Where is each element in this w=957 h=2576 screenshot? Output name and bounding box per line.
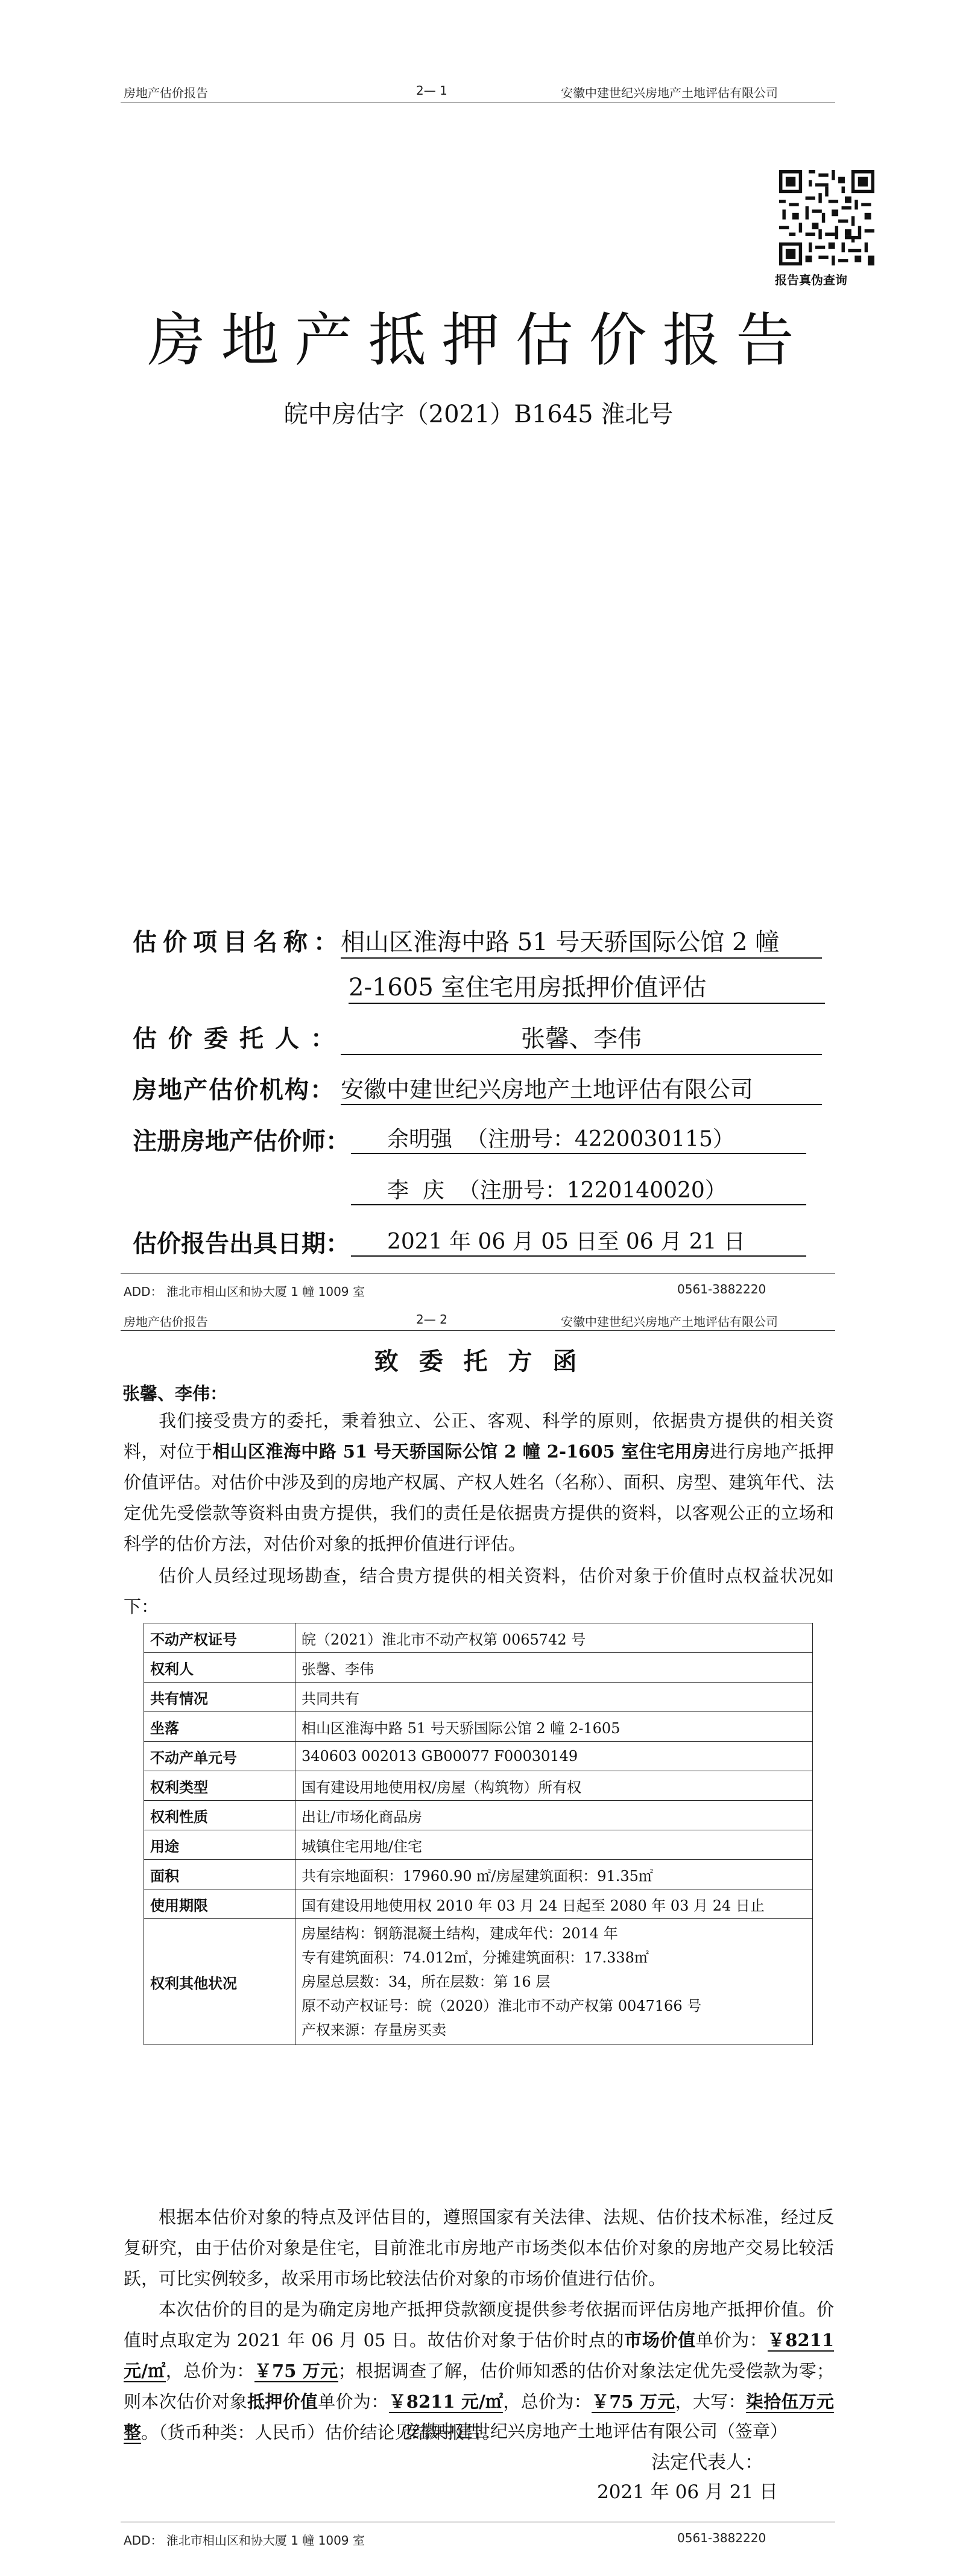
table-value-line: 国有建设用地使用权 2010 年 03 月 24 日起至 2080 年 03 月 24 日止 (302, 1897, 765, 1914)
paragraph-2: 估价人员经过现场勘查，结合贵方提供的相关资料，估价对象于价值时点权益状况如下： (124, 1566, 834, 1617)
table-value (295, 1919, 813, 2045)
table-value-line: 城镇住宅用地/住宅 (302, 1838, 423, 1855)
table-row (144, 1860, 813, 1889)
table-value (295, 1801, 813, 1830)
table-value (295, 1623, 813, 1653)
mortgage-unit-price: ￥8211 元/㎡ (388, 2391, 504, 2412)
table-key: 权利性质 (144, 1801, 295, 1830)
table-value (295, 1860, 813, 1889)
table-key: 不动产单元号 (144, 1742, 295, 1771)
page2-header-right: 安徽中建世纪兴房地产土地评估有限公司 (561, 1315, 778, 1329)
table-key: 面积 (144, 1860, 295, 1889)
table-value (295, 1830, 813, 1860)
qr-caption: 报告真伪查询 (775, 273, 847, 287)
page2-header-page-number: 2— 2 (416, 1312, 447, 1327)
table-key: 权利人 (144, 1653, 295, 1683)
table-row (144, 1771, 813, 1801)
paragraph-4: 本次估价的目的是为确定房地产抵押贷款额度提供参考依据而评估房地产抵押价值。价值时点取定为 2021 年 06 月 05 日。故估价对象于估价时点的市场价值单价为：￥8211 元/㎡，总价为：￥75 万元；根据调查了解，估价师知悉的估价对象法定优先受偿款为零；则本次估价对象抵押价值单价为：￥8211 元/㎡，总价为：￥75 万元，大写：柒拾伍万元整。（货币种类：人民币）估价结论见结果报告。 (124, 2299, 834, 2443)
table-value-line: 国有建设用地使用权/房屋（构筑物）所有权 (302, 1778, 582, 1796)
salutation: 张馨、李伟： (122, 1383, 228, 1404)
table-row (144, 1683, 813, 1712)
table-value-line: 出让/市场化商品房 (302, 1808, 423, 1826)
table-key: 用途 (144, 1830, 295, 1860)
table-row (144, 1742, 813, 1771)
table-key: 权利其他状况 (144, 1919, 295, 2045)
table-value-line: 共同共有 (302, 1690, 359, 1707)
page1-header-left: 房地产估价报告 (124, 86, 208, 100)
page2-header-rule (121, 1330, 835, 1331)
paragraph-1: 我们接受贵方的委托，秉着独立、公正、客观、科学的原则，依据贵方提供的相关资料，对位于相山区淮海中路 51 号天骄国际公馆 2 幢 2-1605 室住宅用房进行房地产抵押价值评估。对估价中涉及到的房地产权属、产权人姓名（名称）、面积、房型、建筑年代、法定优先受偿款等资料由贵方提供，我们的责任是依据贵方提供的资料，以客观公正的立场和科学的估价方法，对估价对象的抵押价值进行评估。 (124, 1410, 834, 1554)
mortgage-value-bold: 抵押价值 (247, 2391, 318, 2412)
appraiser-1: 余明强 （注册号：4220030115） (351, 1122, 806, 1154)
table-value (295, 1771, 813, 1801)
table-value-line: 340603 002013 GB00077 F00030149 (302, 1748, 578, 1765)
report-date-label: 估价报告出具日期： (133, 1230, 350, 1258)
table-value-line: 产权来源：存量房买卖 (302, 2022, 446, 2038)
table-row (144, 1919, 813, 2045)
amount-in-words: 柒拾伍万元整 (124, 2391, 834, 2443)
property-address-bold: 相山区淮海中路 51 号天骄国际公馆 2 幢 2-1605 室住宅用房 (212, 1441, 710, 1462)
table-value (295, 1653, 813, 1683)
table-key: 权利类型 (144, 1771, 295, 1801)
page2-footer-address: ADD： 淮北市相山区和协大厦 1 幢 1009 室 (124, 2533, 365, 2548)
signature-company: 安徽中建世纪兴房地产土地评估有限公司（签章） (403, 2421, 788, 2441)
table-value-line: 房屋总层数：34，所在层数：第 16 层 (302, 1973, 551, 1990)
table-key: 使用期限 (144, 1889, 295, 1919)
qr-code-icon[interactable] (779, 170, 874, 265)
market-unit-price: ￥8211 元/㎡ (124, 2330, 834, 2381)
letter-title: 致 委 托 方 函 (374, 1347, 583, 1375)
table-row (144, 1830, 813, 1860)
agency-label: 房地产估价机构： (133, 1076, 335, 1104)
table-row (144, 1623, 813, 1653)
agency-value: 安徽中建世纪兴房地产土地评估有限公司 (341, 1071, 822, 1105)
report-title: 房地产抵押估价报告 (147, 306, 810, 374)
table-value (295, 1742, 813, 1771)
page1-footer-rule (121, 1273, 835, 1274)
client-label: 估价委托人： (133, 1025, 346, 1053)
report-date-value: 2021 年 06 月 05 日至 06 月 21 日 (351, 1225, 806, 1257)
project-name-line1: 相山区淮海中路 51 号天骄国际公馆 2 幢 (341, 923, 822, 959)
table-key: 坐落 (144, 1712, 295, 1742)
appraiser-2: 李 庆 （注册号：1220140020） (351, 1173, 806, 1205)
table-value-line: 房屋结构：钢筋混凝土结构，建成年代：2014 年 (302, 1925, 618, 1942)
page1-footer-phone: 0561-3882220 (677, 1282, 766, 1296)
project-name-label: 估价项目名称： (133, 928, 344, 956)
signature-legal-rep: 法定代表人： (651, 2452, 763, 2473)
page1-footer-address: ADD： 淮北市相山区和协大厦 1 幢 1009 室 (124, 1284, 365, 1299)
market-total-price: ￥75 万元 (254, 2361, 338, 2381)
market-value-bold: 市场价值 (624, 2330, 696, 2350)
table-row (144, 1801, 813, 1830)
page1-header-right: 安徽中建世纪兴房地产土地评估有限公司 (561, 86, 778, 100)
client-value: 张馨、李伟 (341, 1020, 822, 1055)
table-key: 不动产权证号 (144, 1623, 295, 1653)
table-row (144, 1712, 813, 1742)
table-value (295, 1712, 813, 1742)
table-value-line: 共有宗地面积：17960.90 ㎡/房屋建筑面积：91.35㎡ (302, 1867, 653, 1885)
table-value (295, 1683, 813, 1712)
table-value-line: 张馨、李伟 (302, 1660, 374, 1678)
project-name-line2: 2-1605 室住宅用房抵押价值评估 (349, 968, 825, 1004)
table-value (295, 1889, 813, 1919)
mortgage-total-price: ￥75 万元 (591, 2391, 675, 2412)
signature-date: 2021 年 06 月 21 日 (597, 2481, 779, 2503)
table-key: 共有情况 (144, 1683, 295, 1712)
table-row (144, 1889, 813, 1919)
report-number: 皖中房估字（2021）B1645 淮北号 (283, 401, 674, 428)
table-value-line: 原不动产权证号：皖（2020）淮北市不动产权第 0047166 号 (302, 1997, 702, 2014)
table-value-line: 皖（2021）淮北市不动产权第 0065742 号 (302, 1631, 586, 1648)
page2-footer-phone: 0561-3882220 (677, 2531, 766, 2545)
page1-header-page-number: 2— 1 (416, 83, 447, 98)
table-value-line: 专有建筑面积：74.012㎡，分摊建筑面积：17.338㎡ (302, 1949, 649, 1966)
page2-header-left: 房地产估价报告 (124, 1315, 208, 1329)
table-value-line: 相山区淮海中路 51 号天骄国际公馆 2 幢 2-1605 (302, 1719, 621, 1737)
appraiser-label: 注册房地产估价师： (133, 1128, 350, 1155)
table-row (144, 1653, 813, 1683)
rights-table (144, 1623, 813, 2045)
paragraph-3: 根据本估价对象的特点及评估目的，遵照国家有关法律、法规、估价技术标准，经过反复研究，由于估价对象是住宅，目前淮北市房地产市场类似本估价对象的房地产交易比较活跃，可比实例较多，故采用市场比较法估价对象的市场价值进行估价。 (124, 2207, 834, 2289)
